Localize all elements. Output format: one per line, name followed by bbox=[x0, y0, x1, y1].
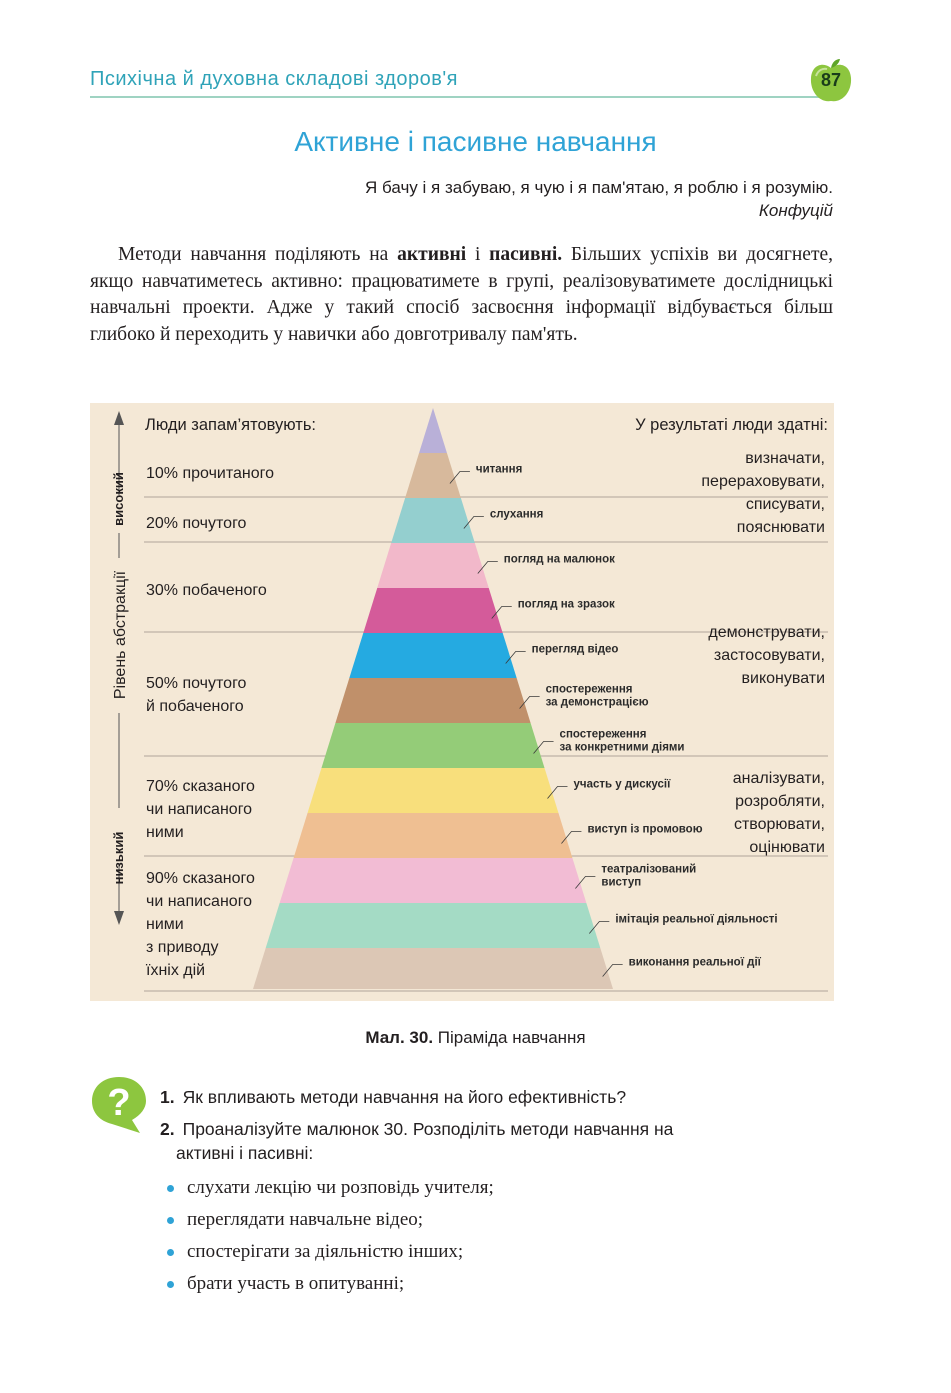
paragraph-part1: Методи навчання поділяють на bbox=[118, 244, 398, 265]
left-group-text: чи написаного bbox=[146, 801, 253, 818]
body-paragraph bbox=[90, 242, 833, 348]
right-group-text: демонструвати, bbox=[708, 624, 825, 641]
list-item: слухати лекцію чи розповідь учителя; bbox=[163, 1173, 833, 1205]
question-number: 1. bbox=[160, 1087, 175, 1107]
layer-label: слухання bbox=[489, 508, 544, 521]
layer-label: виступ bbox=[601, 876, 642, 889]
right-group-text: аналізувати, bbox=[732, 770, 825, 787]
pyramid-layer bbox=[321, 723, 544, 768]
left-group-text: 50% почутого bbox=[146, 675, 247, 692]
right-group-text: визначати, bbox=[745, 450, 825, 467]
caption-text: Піраміда навчання bbox=[433, 1028, 586, 1047]
layer-label: погляд на малюнок bbox=[503, 553, 615, 566]
layer-label: театралізований bbox=[601, 863, 697, 876]
epigraph-text: Я бачу і я забуваю, я чую і я пам'ятаю, я роблю і я розумію. bbox=[365, 178, 833, 197]
left-group-text: ними bbox=[146, 916, 184, 933]
caption-label: Мал. 30. bbox=[365, 1028, 434, 1047]
questions-list bbox=[160, 1085, 834, 1173]
left-group-text: й побаченого bbox=[146, 698, 244, 715]
right-group-text: оцінювати bbox=[749, 839, 825, 856]
section-title: Активне і пасивне навчання bbox=[294, 126, 657, 157]
bullet-list bbox=[163, 1173, 833, 1301]
epigraph bbox=[365, 176, 833, 222]
pyramid-layer bbox=[349, 633, 516, 678]
layer-label: за демонстрацією bbox=[545, 696, 649, 709]
pyramid-layer bbox=[335, 678, 530, 723]
layer-label: імітація реальної діяльності bbox=[615, 913, 778, 926]
pyramid-layer bbox=[294, 813, 573, 858]
paragraph-part2: і bbox=[466, 244, 490, 265]
figure-caption bbox=[0, 1028, 951, 1048]
pyramid-layer bbox=[391, 498, 475, 543]
question-icon bbox=[88, 1073, 150, 1135]
right-group-text: перераховувати, bbox=[701, 473, 825, 490]
pyramid-layer bbox=[266, 903, 601, 948]
left-group-text: 70% сказаного bbox=[146, 778, 255, 795]
left-group-text: їхніх дій bbox=[146, 962, 206, 979]
svg-text:?: ? bbox=[107, 1082, 131, 1124]
layer-label: виступ із промовою bbox=[587, 823, 703, 836]
axis-high-label: високий bbox=[111, 472, 126, 526]
right-group-text: застосовувати, bbox=[713, 647, 825, 664]
header-rule bbox=[90, 96, 820, 98]
layer-label: перегляд відео bbox=[531, 643, 619, 656]
right-group-text: пояснювати bbox=[736, 519, 825, 536]
left-group-text: 30% побаченого bbox=[146, 582, 267, 599]
axis-title: Рівень абстракції bbox=[112, 570, 129, 700]
learning-pyramid-figure bbox=[90, 403, 834, 1001]
left-group-text: 20% почутого bbox=[146, 515, 247, 532]
pyramid-layer bbox=[419, 408, 447, 453]
page-number: 87 bbox=[820, 70, 842, 90]
layer-label: участь у дискусії bbox=[573, 778, 671, 791]
epigraph-author: Конфуцій bbox=[758, 201, 833, 220]
axis-low-label: низький bbox=[111, 831, 126, 885]
chapter-title: Психічна й духовна складові здоров'я bbox=[90, 68, 459, 90]
learning-pyramid bbox=[90, 403, 834, 1001]
list-item: спостерігати за діяльністю інших; bbox=[163, 1237, 833, 1269]
left-group-text: 90% сказаного bbox=[146, 870, 255, 887]
pyramid-layer bbox=[253, 948, 613, 989]
question-text-continued: активні і пасивні: bbox=[176, 1143, 314, 1163]
layer-label: спостереження bbox=[545, 683, 633, 696]
right-group-text: розробляти, bbox=[735, 793, 825, 810]
layer-label: спостереження bbox=[559, 728, 647, 741]
right-group-text: створювати, bbox=[733, 816, 825, 833]
pyramid-layer bbox=[280, 858, 587, 903]
pyramid-layer bbox=[308, 768, 559, 813]
layer-label: погляд на зразок bbox=[517, 598, 615, 611]
right-heading: У результаті люди здатні: bbox=[635, 416, 828, 434]
left-group-text: ними bbox=[146, 824, 184, 841]
question-1 bbox=[160, 1085, 834, 1109]
right-group-text: виконувати bbox=[741, 670, 825, 687]
layer-label: виконання реальної дії bbox=[628, 956, 761, 969]
paragraph-bold-active: активні bbox=[397, 244, 467, 265]
left-group-text: з приводу bbox=[146, 939, 219, 956]
left-group-text: чи написаного bbox=[146, 893, 253, 910]
layer-label: читання bbox=[475, 463, 523, 476]
right-group-text: списувати, bbox=[745, 496, 825, 513]
left-heading: Люди запам’ятовують: bbox=[145, 416, 317, 434]
axis-arrow-up bbox=[114, 411, 124, 425]
paragraph-bold-passive: пасивні. bbox=[489, 244, 563, 265]
pyramid-layer bbox=[405, 453, 461, 498]
left-group-text: 10% прочитаного bbox=[146, 465, 275, 482]
question-2 bbox=[160, 1117, 834, 1165]
paragraph-part3: Більших успіхів ви досягнете, якщо навчатиметесь активно: працюватимете в групі, реалізовуватимете дослідницькі навчальні проекти. Адже у такий спосіб засвоєння інформації відбувається більш глибоко й переходить у навички або довготривалу пам'ять. bbox=[90, 244, 833, 345]
pyramid-layer bbox=[377, 543, 489, 588]
layer-label: за конкретними діями bbox=[559, 741, 685, 754]
list-item: брати участь в опитуванні; bbox=[163, 1269, 833, 1301]
pyramid-layer bbox=[363, 588, 502, 633]
question-text: Проаналізуйте малюнок 30. Розподіліть методи навчання на bbox=[182, 1119, 674, 1139]
list-item: переглядати навчальне відео; bbox=[163, 1205, 833, 1237]
axis-arrow-down bbox=[114, 911, 124, 925]
question-number: 2. bbox=[160, 1119, 175, 1139]
question-text: Як впливають методи навчання на його ефективність? bbox=[182, 1087, 627, 1107]
